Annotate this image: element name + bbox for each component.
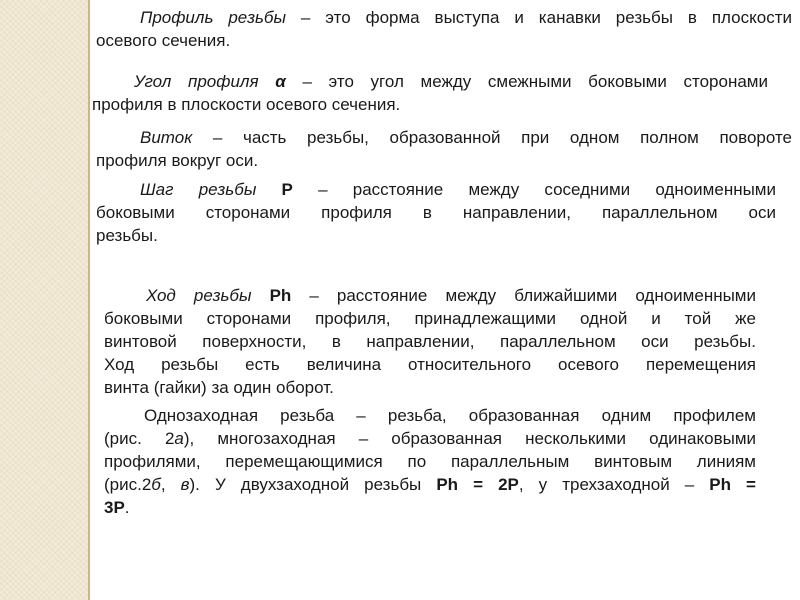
decorative-side-stripe xyxy=(0,0,88,600)
symbol: P xyxy=(281,180,293,199)
definition-turn xyxy=(96,126,792,172)
term: Шаг резьбы xyxy=(140,180,257,199)
symbol: Ph xyxy=(269,286,292,305)
definition-line: винтовой поверхности, в направлении, параллельном оси резьбы. xyxy=(104,332,756,351)
definition-lead xyxy=(104,284,756,399)
definition-line: Однозаходная резьба – резьба, образованная одним профилем xyxy=(144,406,756,425)
definition-line: боковыми сторонами профиля, принадлежащими одной и той же xyxy=(104,309,756,328)
definition-line: Виток – часть резьбы, образованной при одном полном повороте xyxy=(140,128,792,147)
definition-line: Шаг резьбы P – расстояние между соседними одноименными xyxy=(140,180,776,199)
definition-line: Профиль резьбы – это форма выступа и канавки резьбы в плоскости xyxy=(140,8,792,27)
definition-profile-angle xyxy=(92,70,768,116)
formula: Ph = xyxy=(709,475,756,494)
formula: 3P xyxy=(104,498,125,517)
definition-line: (рис. 2а), многозаходная – образованная несколькими одинаковыми xyxy=(104,429,756,448)
definition-line: осевого сечения. xyxy=(96,31,231,50)
symbol: α xyxy=(275,72,286,91)
definition-line: профиля вокруг оси. xyxy=(96,151,259,170)
definition-line: Ход резьбы Ph – расстояние между ближайшими одноименными xyxy=(146,286,756,305)
definition-line: Угол профиля α – это угол между смежными боковыми сторонами xyxy=(134,72,768,91)
side-stripe-border xyxy=(88,0,90,600)
term: Ход резьбы xyxy=(146,286,252,305)
definition-line: профиля в плоскости осевого сечения. xyxy=(92,95,401,114)
formula: Ph = 2P xyxy=(436,475,519,494)
definition-line: резьбы. xyxy=(96,226,158,245)
definition-multistart xyxy=(104,404,756,519)
definition-line: 3P. xyxy=(104,498,130,517)
definition-pitch xyxy=(96,178,776,247)
definition-line: Ход резьбы есть величина относительного осевого перемещения xyxy=(104,355,756,374)
term: Угол профиля xyxy=(134,72,259,91)
definition-line: (рис.2б, в). У двухзаходной резьбы Ph = 2P, у трехзаходной – Ph = xyxy=(104,475,756,494)
definition-line: боковыми сторонами профиля в направлении, параллельном оси xyxy=(96,203,776,222)
term: Виток xyxy=(140,128,193,147)
definition-thread-profile xyxy=(96,6,792,52)
definition-line: винта (гайки) за один оборот. xyxy=(104,378,334,397)
term: Профиль резьбы xyxy=(140,8,286,27)
definition-line: профилями, перемещающимися по параллельным винтовым линиям xyxy=(104,452,756,471)
